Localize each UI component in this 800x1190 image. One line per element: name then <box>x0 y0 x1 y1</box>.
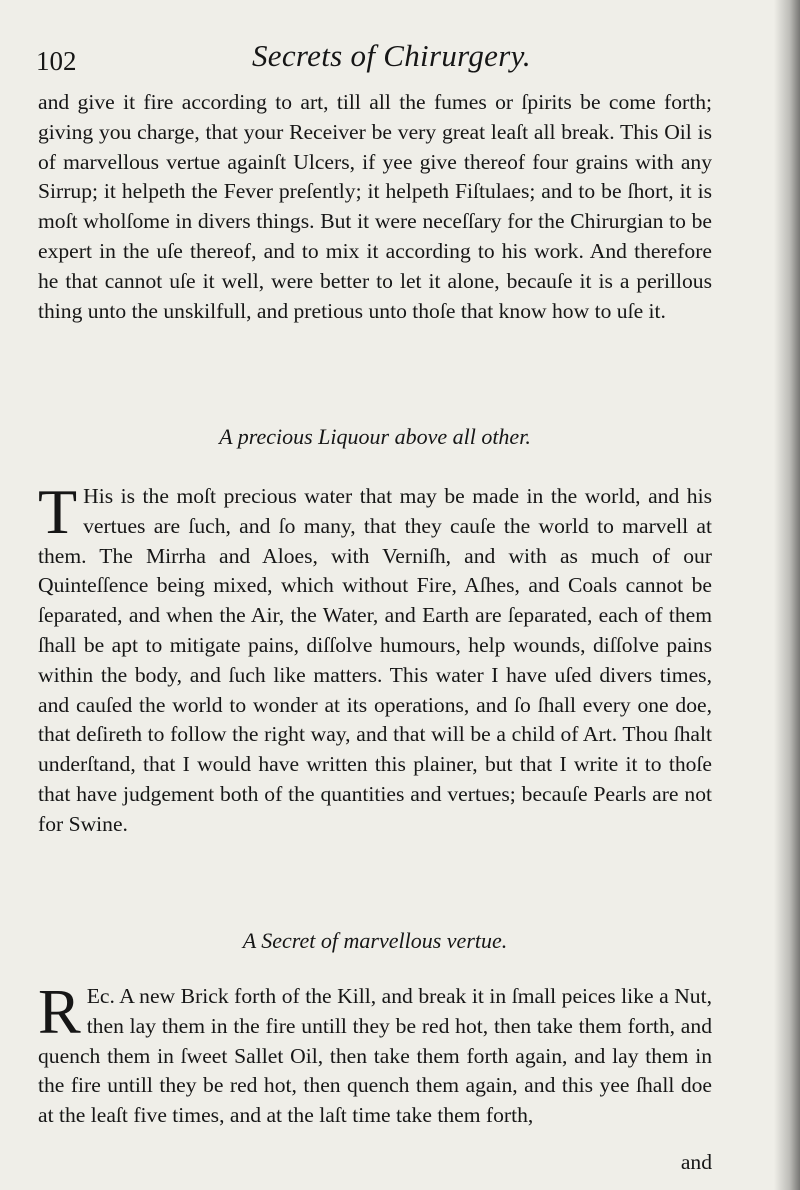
section-heading-marvellous-vertue: A Secret of marvellous vertue. <box>242 928 508 953</box>
page-header <box>36 36 736 80</box>
paragraph-precious-liquour <box>38 476 712 840</box>
drop-cap: R <box>38 976 81 1047</box>
paragraph-oil-continuation: and give it fire according to art, till all the fumes or ſpirits be come forth; giving you charge, that your Receiver be very great leaſt all break. This Oil is of marvellous vertue againſt Ulcers, if yee give thereof four grains with any Sirrup; it helpeth the Fever preſently; it helpeth Fiſtulaes; and to be ſhort, it is moſt wholſome in divers things. But it were neceſſary for the Chirurgian to be expert in the uſe thereof, and to mix it according to his work. And therefore he that cannot uſe it well, were better to let it alone, becauſe it is a perillous thing unto the unskilfull, and pretious unto thoſe that know how to uſe it. <box>38 90 712 323</box>
page-number: 102 <box>36 46 77 76</box>
page-spine-shadow <box>774 0 800 1190</box>
paragraph-text: Ec. A new Brick forth of the Kill, and break it in ſmall peices like a Nut, then lay them in the fire untill they be red hot, then take them forth, and quench them in ſweet Sallet Oil, then take them forth again, and lay them in the fire untill they be red hot, then quench them again, and this yee ſhall doe at the leaſt five times, and at the laſt time take them forth, <box>38 984 712 1128</box>
running-title: Secrets of Chirurgery. <box>252 38 531 73</box>
drop-cap: T <box>38 476 78 547</box>
section-heading-precious-liquour: A precious Liquour above all other. <box>219 424 531 449</box>
catchword: and <box>680 1150 712 1174</box>
paragraph-text: His is the moſt precious water that may be made in the world, and his vertues are ſuch, and ſo many, that they cauſe the world to marvell at them. The Mirrha and Aloes, with Verniſh, and with as much of our Quinteſſence being mixed, which without Fire, Aſhes, and Coals cannot be ſeparated, and when the Air, the Water, and Earth are ſeparated, each of them ſhall be apt to mitigate pains, diſſolve humours, help wounds, diſſolve pains within the body, and ſuch like matters. This water I have uſed divers times, and cauſed the world to wonder at its operations, and ſo ſhall every one doe, that deſireth to follow the right way, and that will be a child of Art. Thou ſhalt underſtand, that I would have written this plainer, but that I write it to thoſe that have judgement both of the quantities and vertues; becauſe Pearls are not for Swine. <box>38 484 712 836</box>
paragraph-marvellous-vertue <box>38 976 712 1131</box>
